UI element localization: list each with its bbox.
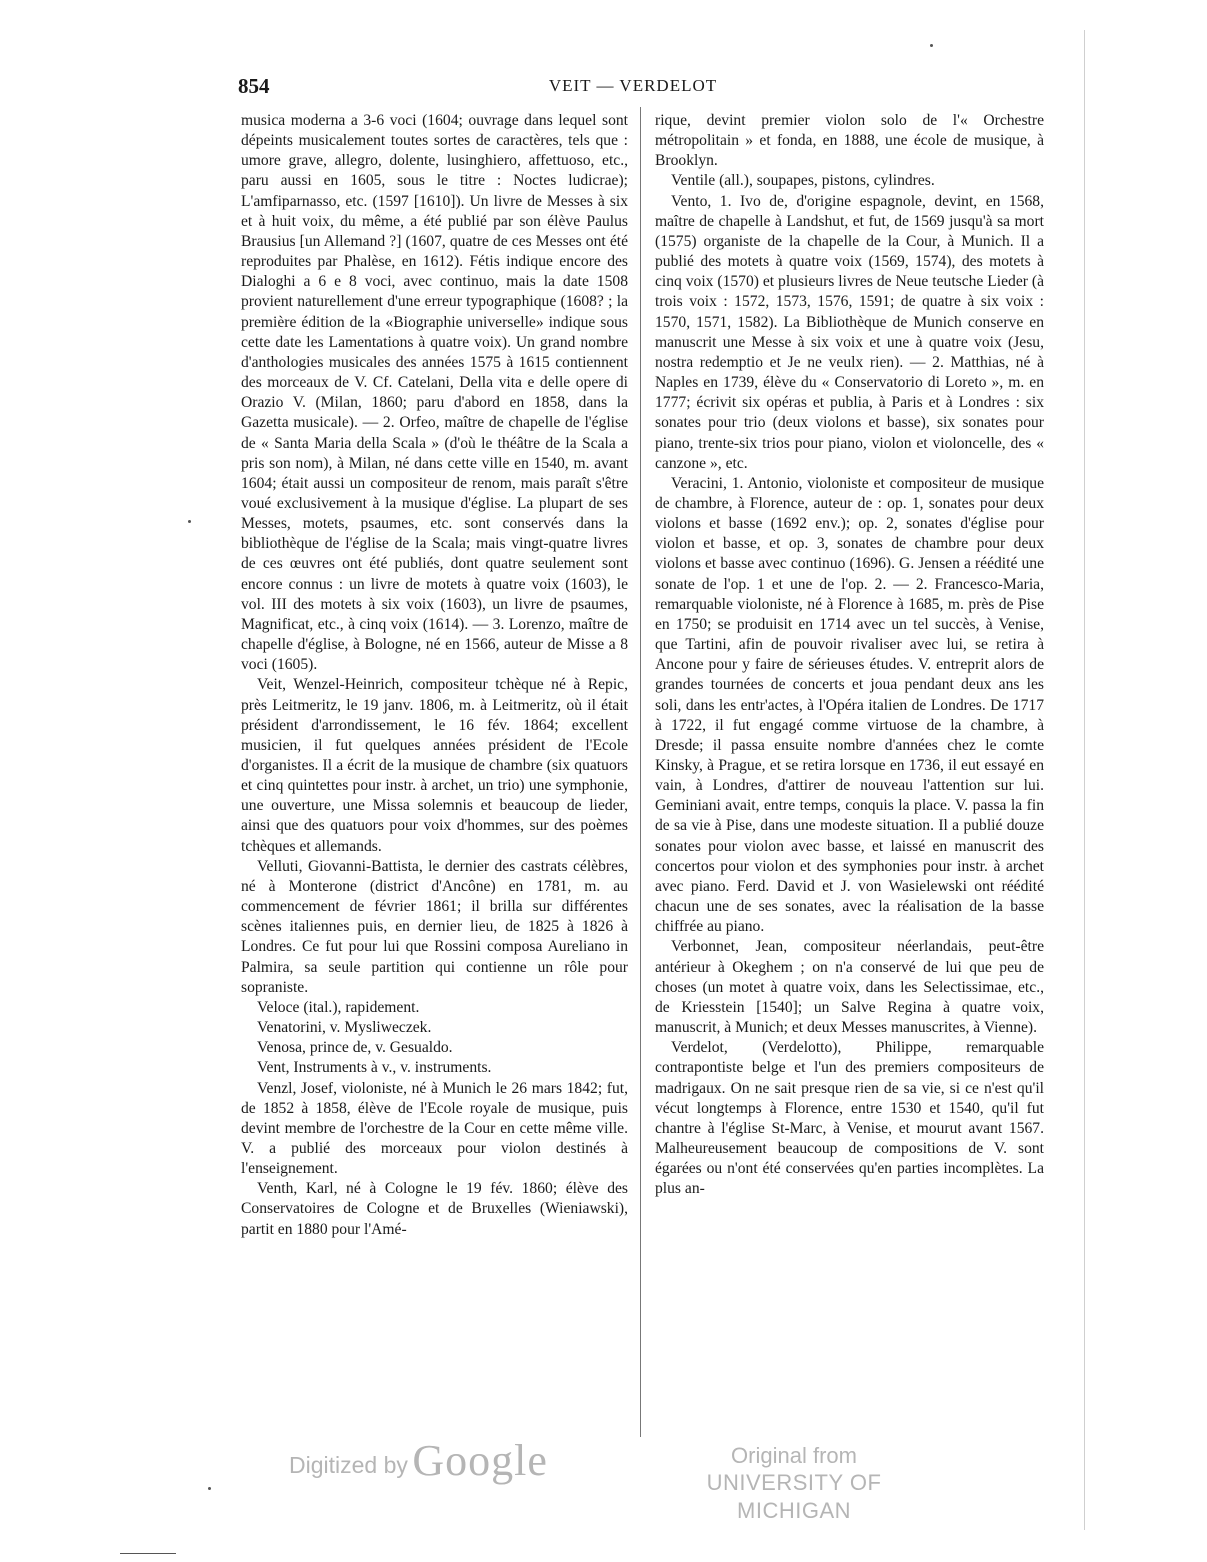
entry-verdelot: Verdelot, (Verdelotto), Philippe, remarquable contrapontiste belge et l'un des premiers compositeurs de madrigaux. On ne sait presque rien de sa vie, si ce n'est qu'il vécut longtemps à Florence, entre 1530 et 1540, qu'il fut chantre à l'église St-Marc, à Venise, et mourut avant 1567. Malheureusement beaucoup de compositions de V. sont égarées ou n'ont été conservées qu'en parties incomplètes. La plus an- — [655, 1039, 1044, 1198]
bottom-rule — [120, 1553, 176, 1554]
entry-velluti: Velluti, Giovanni-Battista, le dernier des castrats célèbres, né à Monterone (district d'Ancône) en 1781, m. au commencement de février 1861; il brilla sur différentes scènes italiennes puis, en dernier lieu, de 1825 à 1826 à Londres. Ce fut pour lui que Rossini composa Aureliano in Palmira, sa seule partition qui contienne un rôle pour sopraniste. — [241, 857, 628, 996]
left-column — [241, 111, 628, 1240]
entry-veracini: Veracini, 1. Antonio, violoniste et compositeur de musique de chambre, à Florence, auteur de : op. 1, sonates pour deux violons et basse (1692 env.); op. 2, sonates d'église pour violon et basse, et op. 3, sonates de chambre pour deux violons et basse avec continuo (1696). G. Jensen a réédité une sonate de l'op. 1 et une de l'op. 2. — 2. Francesco-Maria, remarquable violoniste, né à Florence à 1685, m. près de Pise en 1750; se produisit en 1714 avec un tel succès, à Venise, que Tartini, afin de pouvoir rivaliser avec lui, se retira à Ancone pour y faire de sérieuses études. V. entreprit alors de grandes tournées de concerts et joua pendant deux ans les soli, dans les entr'actes, à l'Opéra italien de Londres. De 1717 à 1722, il fut engagé comme virtuose de la chambre, à Dresde; il passa ensuite nombre d'années chez le comte Kinsky, à Prague, et se retira lorsque en 1736, il eut essayé en vain, à Londres, d'attirer de nouveau l'attention sur lui. Geminiani avait, entre temps, conquis la place. V. passa la fin de sa vie à Pise, dans une modeste situation. Il a publié douze sonates pour violon avec basse, et laissé en manuscrit des concertos pour violon et des symphonies pour instr. à archet avec piano. Ferd. David et J. von Wasielewski ont réédité chacun une de ses sonates, avec la réalisation de la basse chiffrée au piano. — [655, 474, 1044, 936]
entry-venth: Venth, Karl, né à Cologne le 19 fév. 1860; élève des Conservatoires de Cologne et de Bruxelles (Wieniawski), partit en 1880 pour l'Amé- — [241, 1180, 628, 1238]
original-from-watermark — [664, 1443, 924, 1525]
digitized-prefix: Digitized by — [289, 1452, 408, 1478]
scan-speck — [188, 520, 191, 523]
entry-venzl: Venzl, Josef, violoniste, né à Munich le 26 mars 1842; fut, de 1852 à 1858, élève de l'Ecole royale de musique, puis devint membre de l'orchestre de la Cour en cette même ville. V. a publié des morceaux pour violon destinés à l'enseignement. — [241, 1079, 628, 1178]
scan-speck — [930, 44, 933, 47]
entry-venatorini: Venatorini, v. Mysliweczek. — [257, 1019, 432, 1037]
entry-venosa: Venosa, prince de, v. Gesualdo. — [257, 1039, 453, 1057]
entry-veloce: Veloce (ital.), rapidement. — [257, 998, 420, 1016]
digitized-by-google-watermark — [289, 1435, 548, 1486]
entry-verbonnet: Verbonnet, Jean, compositeur néerlandais, peut-être antérieur à Okeghem ; on n'a conservé de lui que peu de choses (un motet à quatre voix, dans les Selectissimae, etc., de Kriesstein [1540]; un Salve Regina à quatre voix, manuscrit, à Munich; et deux Messes manuscrites, à Vienne). — [655, 938, 1044, 1037]
running-head: VEIT — VERDELOT — [548, 76, 718, 95]
original-from-label: Original from — [731, 1443, 857, 1468]
column-divider — [640, 107, 641, 1437]
university-name: UNIVERSITY OF MICHIGAN — [706, 1470, 882, 1523]
right-column — [655, 111, 1044, 1199]
entry-venth-continued: rique, devint premier violon solo de l'« Orchestre métropolitain » et fonda, en 1888, une école de musique, à Brooklyn. — [655, 112, 1044, 170]
entry-paragraph: musica moderna a 3-6 voci (1604; ouvrage dans lequel sont dépeints musicalement toutes sortes de caractères, tels que : umore grave, allegro, dolente, lusinghiero, affettuoso, etc., paru aussi en 1605, sous le titre : Noctes ludicrae); L'amfiparnasso, etc. (1597 [1610]). Un livre de Messes à six et à huit voix, du même, a été publié par son élève Paulus Brausius [un Allemand ?] (1607, quatre de ces Messes ont été reproduites par Phalèse, en 1612). Fétis indique encore des Dialoghi a 6 e 8 voci, avec continuo, mais la date 1508 provient naturellement d'une erreur typographique (1608? ; la première édition de la «Biographie universelle» indique sous cette date les Lamentations à quatre voix). Un grand nombre d'anthologies musicales des années 1575 à 1615 contiennent des morceaux de V. Cf. Catelani, Della vita e delle opere di Orazio V. (Milan, 1860; paru d'abord en 1858, dans la Gazetta musicale). — 2. Orfeo, maître de chapelle de l'église de « Santa Maria della Scala » (d'où le théâtre de la Scala a pris son nom), à Milan, né dans cette ville en 1540, m. avant 1604; était aussi un compositeur de renom, mais paraît s'être voué exclusivement à la musique d'église. La plupart de ses Messes, motets, psaumes, etc. sont conservés dans la bibliothèque de l'église de la Scala; mais vingt-quatre livres de ces œuvres ont été publiés, dont quatre seulement sont encore connus : un livre de motets à quatre voix (1603), le vol. III des motets à six voix (1603), un livre de psaumes, Magnificat, etc., à cinq voix (1614). — 3. Lorenzo, maître de chapelle d'église, à Bologne, né en 1566, auteur de Misse a 8 voci (1605). — [241, 112, 628, 674]
entry-ventile: Ventile (all.), soupapes, pistons, cylindres. — [671, 172, 935, 190]
entry-veit: Veit, Wenzel-Heinrich, compositeur tchèque né à Repic, près Leitmeritz, le 19 janv. 1806, m. à Leitmeritz, où il était président d'arrondissement, le 16 fév. 1864; excellent musicien, il fut quelques années président de l'Ecole d'organistes. Il a écrit de la musique de chambre (six quatuors et cinq quintettes pour instr. à archet, un trio) une symphonie, une ouverture, une Missa solemnis et beaucoup de lieder, ainsi que des quatuors pour voix d'hommes, sur des poèmes tchèques et allemands. — [241, 676, 628, 855]
entry-vent: Vent, Instruments à v., v. instruments. — [257, 1059, 492, 1077]
page-header — [238, 74, 1028, 104]
page-edge-line — [1084, 30, 1085, 1530]
entry-vento: Vento, 1. Ivo de, d'origine espagnole, devint, en 1568, maître de chapelle à Landshut, et fut, de 1569 jusqu'à sa mort (1575) organiste de la chapelle de la Cour, à Munich. Il a publié des motets à quatre voix (1569, 1574), des motets à cinq voix (1570) et plusieurs livres de Neue teutsche Lieder (à trois voix : 1572, 1573, 1576, 1591; de quatre à six voix : 1570, 1571, 1582). La Bibliothèque de Munich conserve en manuscrit une Messe à six voix et une à quatre voix (Jesu, nostra redemptio et Je ne veulx rien). — 2. Matthias, né à Naples en 1739, élève du « Conservatorio di Loreto », m. en 1777; écrivit six opéras et publia, à Paris et à Londres : six sonates pour trio (deux violons et basse), six sonates pour piano, trente-six trios pour piano, violon et violoncelle, des « canzone », etc. — [655, 192, 1044, 472]
scan-speck — [208, 1487, 211, 1490]
page-number: 854 — [238, 74, 270, 98]
google-logo: Google — [412, 1436, 548, 1485]
